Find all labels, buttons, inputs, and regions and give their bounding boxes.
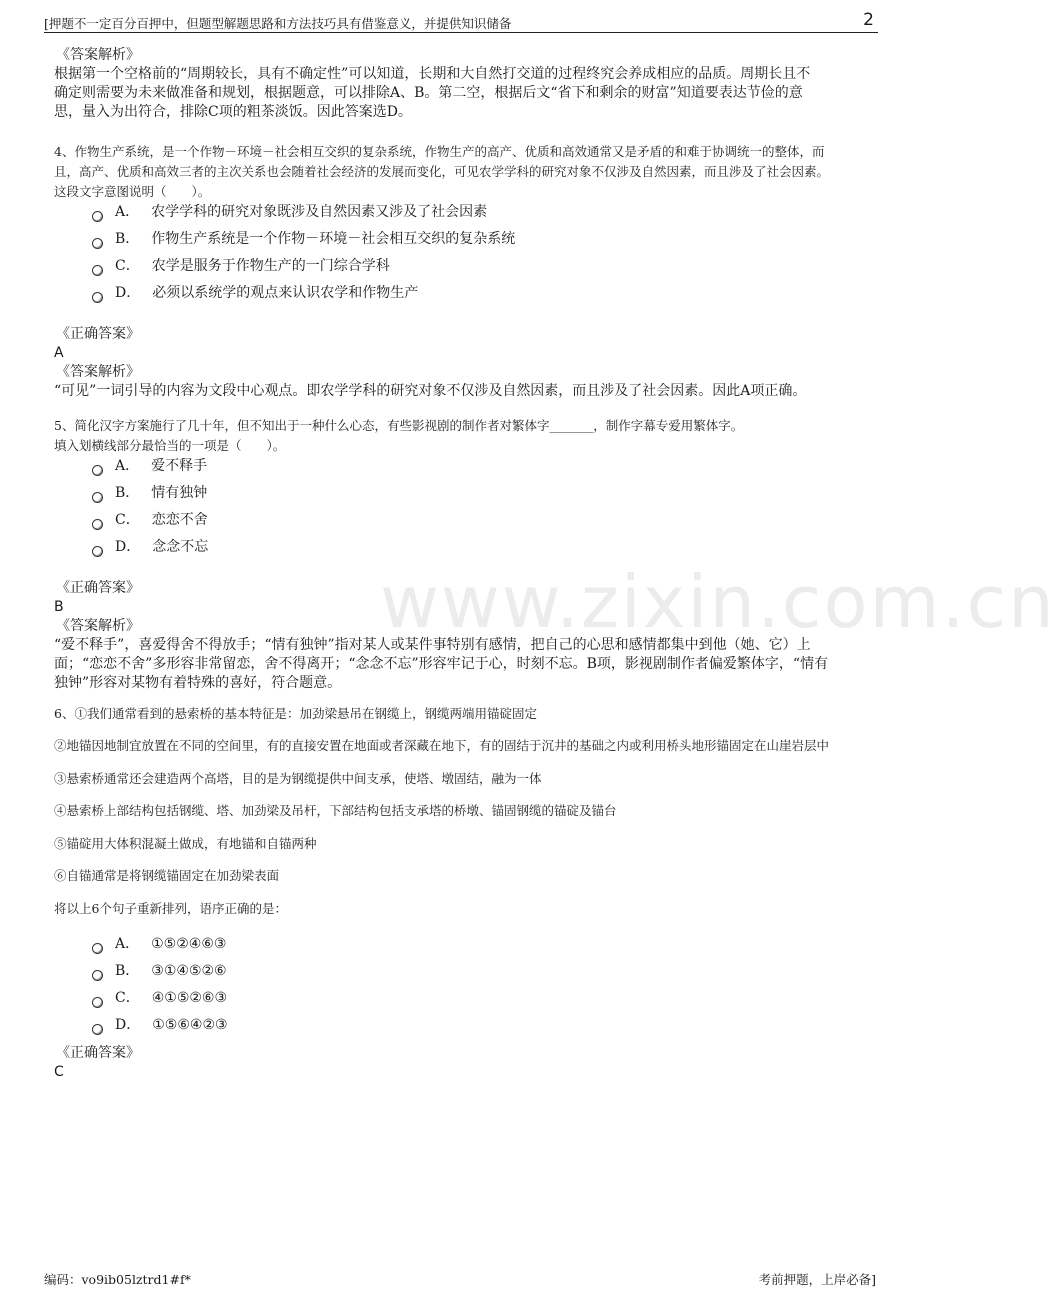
option-letter: C． (115, 512, 140, 528)
q4-option-c[interactable] (92, 254, 390, 278)
radio-icon[interactable] (92, 238, 103, 249)
page-header (44, 10, 878, 33)
option-letter: D． (115, 285, 141, 301)
question-line: 这段文字意图说明（ ）。 (54, 184, 211, 199)
analysis-label: 《答案解析》 (56, 47, 140, 63)
option-text: 爱不释手 (151, 458, 208, 474)
q6-option-c[interactable] (92, 986, 227, 1010)
radio-icon[interactable] (92, 519, 103, 530)
header-text: [押题不一定百分百押中，但题型解题思路和方法技巧具有借鉴意义，并提供知识储备 (44, 16, 512, 31)
q6-option-b[interactable] (92, 959, 227, 983)
q6-sentences (54, 704, 864, 919)
option-letter: D． (115, 1017, 141, 1033)
radio-icon[interactable] (92, 465, 103, 476)
option-text: 情有独钟 (151, 485, 208, 501)
option-letter: B． (115, 231, 140, 247)
analysis-line: 思，量入为出符合，排除C项的粗茶淡饭。因此答案选D。 (54, 104, 412, 120)
option-letter: C． (115, 258, 140, 274)
option-text: ④①⑤②⑥③ (151, 990, 228, 1006)
correct-answer-label: 《正确答案》 (56, 1045, 140, 1061)
option-text: ③①④⑤②⑥ (151, 963, 227, 979)
analysis-text: “可见”一词引导的内容为文段中心观点。即农学学科的研究对象不仅涉及自然因素，而且涉及了社会因素。因此A项正确。 (54, 383, 807, 399)
q5-option-d[interactable] (92, 535, 208, 559)
option-text: 恋恋不舍 (151, 512, 208, 528)
radio-icon[interactable] (92, 292, 103, 303)
correct-answer: A (54, 345, 64, 361)
option-text: ①⑤②④⑥③ (151, 936, 227, 952)
radio-icon[interactable] (92, 997, 103, 1008)
q4-answer (54, 325, 864, 401)
q4-option-b[interactable] (92, 227, 515, 251)
analysis-label: 《答案解析》 (56, 618, 140, 634)
analysis-line: 确定则需要为未来做准备和规划，根据题意，可以排除A、B。第二空，根据后文“省下和剩余的财富”知道要表达节俭的意 (54, 85, 803, 101)
radio-icon[interactable] (92, 943, 103, 954)
option-letter: A． (115, 936, 140, 952)
q6-option-a[interactable] (92, 932, 226, 956)
sentence: ③悬索桥通常还会建造两个高塔，目的是为钢缆提供中间支承，使塔、墩固结，融为一体 (54, 771, 542, 786)
q3-analysis (54, 46, 864, 122)
analysis-line: 独钟”形容对某物有着特殊的喜好，符合题意。 (54, 675, 342, 691)
analysis-label: 《答案解析》 (56, 364, 140, 380)
analysis-line: 根据第一个空格前的“周期较长，具有不确定性”可以知道，长期和大自然打交道的过程终究会养成相应的品质。周期长且不 (54, 66, 811, 82)
option-text: 必须以系统学的观点来认识农学和作物生产 (152, 285, 419, 301)
correct-answer: C (54, 1064, 64, 1080)
question-line: 5、简化汉字方案施行了几十年，但不知出于一种什么心态，有些影视剧的制作者对繁体字_______，制作字幕专爱用繁体字。 (54, 418, 744, 433)
q5-option-c[interactable] (92, 508, 208, 532)
question-line: 且，高产、优质和高效三者的主次关系也会随着社会经济的发展而变化，可见农学学科的研究对象不仅涉及自然因素，而且涉及了社会因素。 (54, 164, 830, 179)
option-text: 作物生产系统是一个作物－环境－社会相互交织的复杂系统 (151, 231, 516, 247)
option-text: ①⑤⑥④②③ (152, 1017, 228, 1033)
question-prompt: 将以上6个句子重新排列，语序正确的是： (54, 901, 287, 916)
q5-answer (54, 579, 864, 693)
option-letter: B． (115, 485, 140, 501)
radio-icon[interactable] (92, 970, 103, 981)
option-letter: B． (115, 963, 140, 979)
sentence: ⑤锚碇用大体积混凝土做成，有地锚和自锚两种 (54, 836, 317, 851)
option-letter: C． (115, 990, 140, 1006)
option-letter: A． (115, 204, 140, 220)
analysis-line: “爱不释手”，喜爱得舍不得放手；“情有独钟”指对某人或某件事特别有感情，把自己的心思和感情都集中到他（她、它）上 (54, 637, 811, 653)
sentence: ④悬索桥上部结构包括钢缆、塔、加劲梁及吊杆，下部结构包括支承塔的桥墩、锚固钢缆的锚碇及锚台 (54, 803, 617, 818)
watermark: www.zixin.com.cn (380, 560, 1056, 644)
q5-option-b[interactable] (92, 481, 207, 505)
correct-answer: B (54, 599, 64, 615)
q5-option-a[interactable] (92, 454, 207, 478)
option-letter: D． (115, 539, 141, 555)
q6-option-d[interactable] (92, 1013, 228, 1037)
question-line: 填入划横线部分最恰当的一项是（ ）。 (54, 438, 286, 453)
footer-slogan: 考前押题，上岸必备] (758, 1272, 876, 1287)
radio-icon[interactable] (92, 211, 103, 222)
footer-code: 编码：vo9ib05lztrd1#f* (44, 1272, 191, 1287)
q6-answer (54, 1044, 864, 1082)
option-text: 念念不忘 (152, 539, 209, 555)
sentence: ⑥自锚通常是将钢缆锚固定在加劲梁表面 (54, 868, 280, 883)
option-text: 农学是服务于作物生产的一门综合学科 (151, 258, 390, 274)
q5-stem (54, 416, 864, 456)
option-text: 农学学科的研究对象既涉及自然因素又涉及了社会因素 (151, 204, 488, 220)
question-line: 4、作物生产系统，是一个作物－环境－社会相互交织的复杂系统，作物生产的高产、优质和高效通常又是矛盾的和难于协调统一的整体，而 (54, 144, 825, 159)
q4-stem (54, 142, 864, 202)
correct-answer-label: 《正确答案》 (56, 580, 140, 596)
q4-option-d[interactable] (92, 281, 418, 305)
radio-icon[interactable] (92, 1024, 103, 1035)
correct-answer-label: 《正确答案》 (56, 326, 140, 342)
radio-icon[interactable] (92, 546, 103, 557)
page-number: 2 (863, 10, 874, 30)
sentence: ②地锚因地制宜放置在不同的空间里，有的直接安置在地面或者深藏在地下，有的固结于沉井的基础之内或利用桥头地形锚固定在山崖岩层中 (54, 738, 830, 753)
option-letter: A． (115, 458, 140, 474)
analysis-line: 面；“恋恋不舍”多形容非常留恋，舍不得离开；“念念不忘”形容牢记于心，时刻不忘。B项，影视剧制作者偏爱繁体字，“情有 (54, 656, 829, 672)
sentence: 6、①我们通常看到的悬索桥的基本特征是：加劲梁悬吊在钢缆上，钢缆两端用锚碇固定 (54, 706, 537, 721)
q4-option-a[interactable] (92, 200, 487, 224)
radio-icon[interactable] (92, 492, 103, 503)
radio-icon[interactable] (92, 265, 103, 276)
